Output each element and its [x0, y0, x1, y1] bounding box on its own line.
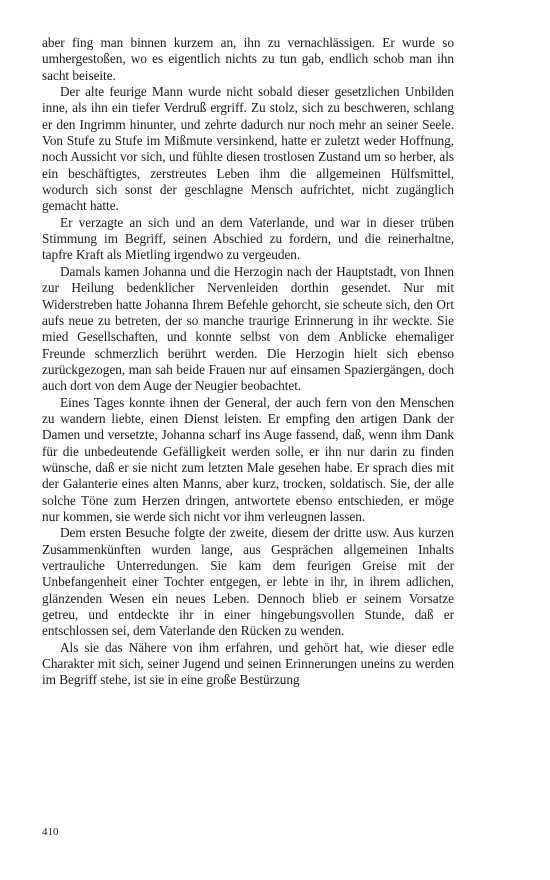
paragraph-7: Als sie das Nähere von ihm erfahren, und gehört hat, wie dieser edle Charakter mit sich, seiner Jugend und seinen Erinnerungen uneins zu werden im Begriff stehe, ist sie in eine große Bestürzung — [42, 639, 454, 688]
page-number: 410 — [42, 826, 59, 838]
paragraph-6: Dem ersten Besuche folgte der zweite, diesem der dritte usw. Aus kurzen Zusammenkünften wurden lange, aus Gesprächen allgemeinen Inhalts vertrauliche Unterredungen. Sie kam dem feurigen Greise mit der Unbefangenheit einer Tochter entgegen, er lebte in ihr, in ihrem adlichen, glänzenden Wesen ein neues Leben. Dennoch blieb er seinem Vorsatze getreu, und entdeckte ihr in einer hingebungsvollen Stunde, daß er entschlossen sei, dem Vaterlande den Rücken zu wenden. — [42, 525, 454, 639]
paragraph-1: aber fing man binnen kurzem an, ihn zu vernachlässigen. Er wurde so umhergestoßen, wo es eigentlich nichts zu tun gab, endlich schob man ihn sacht beiseite. — [42, 35, 454, 83]
paragraph-2: Der alte feurige Mann wurde nicht sobald dieser gesetzlichen Unbilden inne, als ihn ein tiefer Verdruß ergriff. Zu stolz, sich zu beschweren, schlang er den Ingrimm hinunter, und zehrte dadurch nur noch mehr an seiner Seele. Von Stufe zu Stufe im Mißmute versinkend, hatte er zuletzt weder Hoffnung, noch Aussicht vor sich, und fühlte diesen trostlosen Zustand um so herber, als ein beschäftigtes, zerstreutes Leben ihm die allgemeinen Hülfsmittel, wodurch sich sonst der geschlagne Mensch aufrichtet, nicht zugänglich gemacht hatte. — [42, 84, 454, 214]
paragraph-3: Er verzagte an sich und an dem Vaterlande, und war in dieser trüben Stimmung im Begriff, seinen Abschied zu fordern, und die reinerhaltne, tapfre Kraft als Mietling irgendwo zu vergeuden. — [42, 214, 454, 263]
paragraph-4: Damals kamen Johanna und die Herzogin nach der Hauptstadt, von Ihnen zur Heilung bedenklicher Nervenleiden dorthin gesendet. Nur mit Widerstreben hatte Johanna Ihrem Befehle gehorcht, sie scheute sich, den Ort aufs neue zu betreten, der so manche traurige Erinnerung in ihr weckte. Sie mied Gesellschaften, und konnte selbst von dem Anblicke ehemaliger Freunde schmerzlich berührt werden. Die Herzogin hielt sich ebenso zurückgezogen, man sah beide Frauen nur auf einsamen Spaziergängen, doch auch dort von dem Auge der Neugier beobachtet. — [42, 263, 454, 394]
body-text — [42, 35, 454, 689]
paragraph-5: Eines Tages konnte ihnen der General, der auch fern von den Menschen zu wandern liebte, einen Dienst leisten. Er empfing den artigen Dank der Damen und versetzte, Johanna scharf ins Auge fassend, daß, wenn ihm Dank für die unbedeutende Gefälligkeit werden solle, er ihn nur darin zu finden wünsche, daß er sie nicht zum letzten Male gesehen habe. Er sprach dies mit der Galanterie eines alten Manns, aber kurz, trocken, soldatisch. Sie, der alle solche Töne zum Herzen dringen, antwortete ebenso entschieden, er möge nur kommen, sie werde sich nicht vor ihm verleugnen lassen. — [42, 394, 454, 524]
